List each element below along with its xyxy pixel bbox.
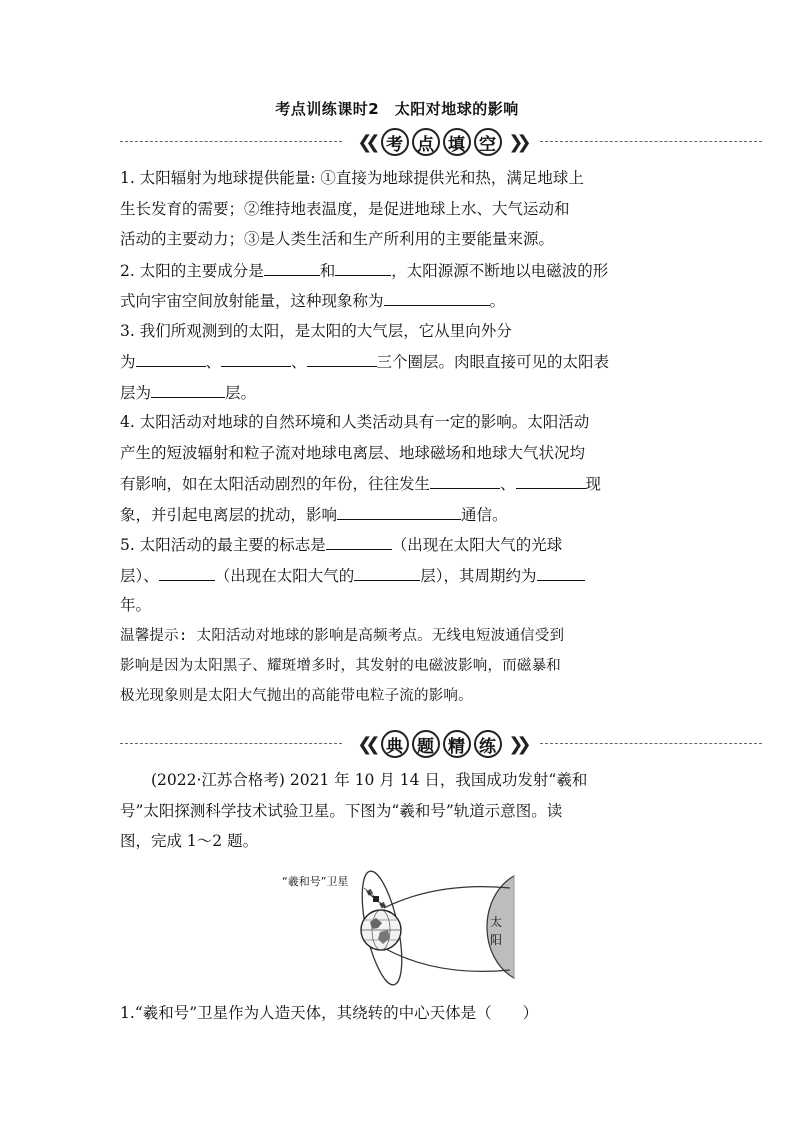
orbit-diagram [264, 866, 524, 992]
banner-char: 题 [412, 730, 440, 758]
intro-line: 图，完成 1～2 题。 [120, 832, 259, 850]
question-1 [120, 998, 680, 1029]
practice-intro [120, 765, 680, 857]
chevron-right-icon: ❯❯ [508, 733, 525, 755]
q4-line: 产生的短波辐射和粒子流对地球电离层、地球磁场和地球大气状况均 [120, 443, 586, 462]
orbit-diagram-svg [264, 866, 524, 992]
q5-line: 层）、 （出现在太阳大气的 层），其周期约为 [120, 560, 680, 591]
intro-line: (2022·江苏合格考) 2021 年 10 月 14 日，我国成功发射“羲和 [120, 771, 588, 789]
question-1-text: 1.“羲和号”卫星作为人造天体，其绕转的中心天体是（ ） [120, 1004, 539, 1022]
q3-line: 3. 我们所观测到的太阳，是太阳的大气层，它从里向外分 [120, 321, 512, 340]
q1-text: 生长发育的需要；②维持地表温度，是促进地球上水、大气运动和 [120, 199, 570, 218]
answer-blank[interactable] [335, 255, 391, 276]
q2-line: 2. 太阳的主要成分是 和 ，太阳源源不断地以电磁波的形 [120, 255, 680, 286]
banner-char: 填 [443, 128, 471, 156]
answer-blank[interactable] [307, 346, 377, 367]
answer-blank[interactable] [516, 468, 586, 489]
banner-rule-left [120, 743, 342, 744]
q1-text: 1. 太阳辐射为地球提供能量: ①直接为地球提供光和热，满足地球上 [120, 169, 584, 187]
answer-blank[interactable] [151, 377, 225, 398]
q5-line: 年。 [120, 596, 152, 614]
answer-blank[interactable] [136, 346, 206, 367]
answer-blank[interactable] [159, 560, 215, 581]
answer-blank[interactable] [430, 468, 500, 489]
chevron-left-icon: ❮❮ [357, 131, 374, 153]
q4-line: 4. 太阳活动对地球的自然环境和人类活动具有一定的影响。太阳活动 [120, 413, 590, 431]
tip-line: 极光现象则是太阳大气抛出的高能带电粒子流的影响。 [120, 687, 473, 704]
banner-char: 典 [381, 730, 409, 758]
chevron-left-icon: ❮❮ [357, 733, 374, 755]
q4-line: 有影响，如在太阳活动剧烈的年份，往往发生 、 现 [120, 468, 680, 499]
answer-blank[interactable] [221, 346, 291, 367]
answer-blank[interactable] [354, 560, 420, 581]
banner-rule-right [540, 141, 762, 142]
banner-char: 精 [443, 730, 471, 758]
banner-char: 点 [412, 128, 440, 156]
answer-blank[interactable] [537, 560, 585, 581]
q5-line: 5. 太阳活动的最主要的标志是 （出现在太阳大气的光球 [120, 529, 680, 560]
banner-rule-right [540, 743, 762, 744]
q4-line: 象，并引起电离层的扰动，影响 通信。 [120, 499, 680, 530]
q3-line: 为 、 、 三个圈层。肉眼直接可见的太阳表 [120, 346, 680, 377]
tip-line: 影响是因为太阳黑子、耀斑增多时，其发射的电磁波影响，而磁暴和 [120, 657, 561, 674]
chevron-right-icon: ❯❯ [508, 131, 525, 153]
fill-blanks-section [120, 163, 680, 711]
q3-line: 层为 层。 [120, 377, 680, 408]
tip-box [120, 621, 680, 711]
answer-blank[interactable] [384, 285, 490, 306]
banner-char: 练 [474, 730, 502, 758]
banner-char: 考 [381, 128, 409, 156]
answer-blank[interactable] [337, 499, 461, 520]
banner-rule-left [120, 141, 342, 142]
banner-char: 空 [474, 128, 502, 156]
section-banner-practice [120, 728, 762, 760]
q2-line: 式向宇宙空间放射能量，这种现象称为 。 [120, 285, 680, 316]
intro-line: 号”太阳探测科学技术试验卫星。下图为“羲和号”轨道示意图。读 [120, 801, 563, 820]
answer-blank[interactable] [326, 529, 392, 550]
page-title: 考点训练课时2 太阳对地球的影响 [275, 100, 519, 118]
q1-text: 活动的主要动力；③是人类生活和生产所利用的主要能量来源。 [120, 230, 555, 248]
satellite-label: “羲和号”卫星 [282, 875, 349, 888]
sun-label-2: 阳 [490, 933, 503, 947]
answer-blank[interactable] [264, 255, 320, 276]
sun-label-1: 太 [490, 915, 503, 929]
tip-line: 温馨提示: 太阳活动对地球的影响是高频考点。无线电短波通信受到 [120, 627, 565, 644]
section-banner-fill-blanks [120, 126, 762, 158]
